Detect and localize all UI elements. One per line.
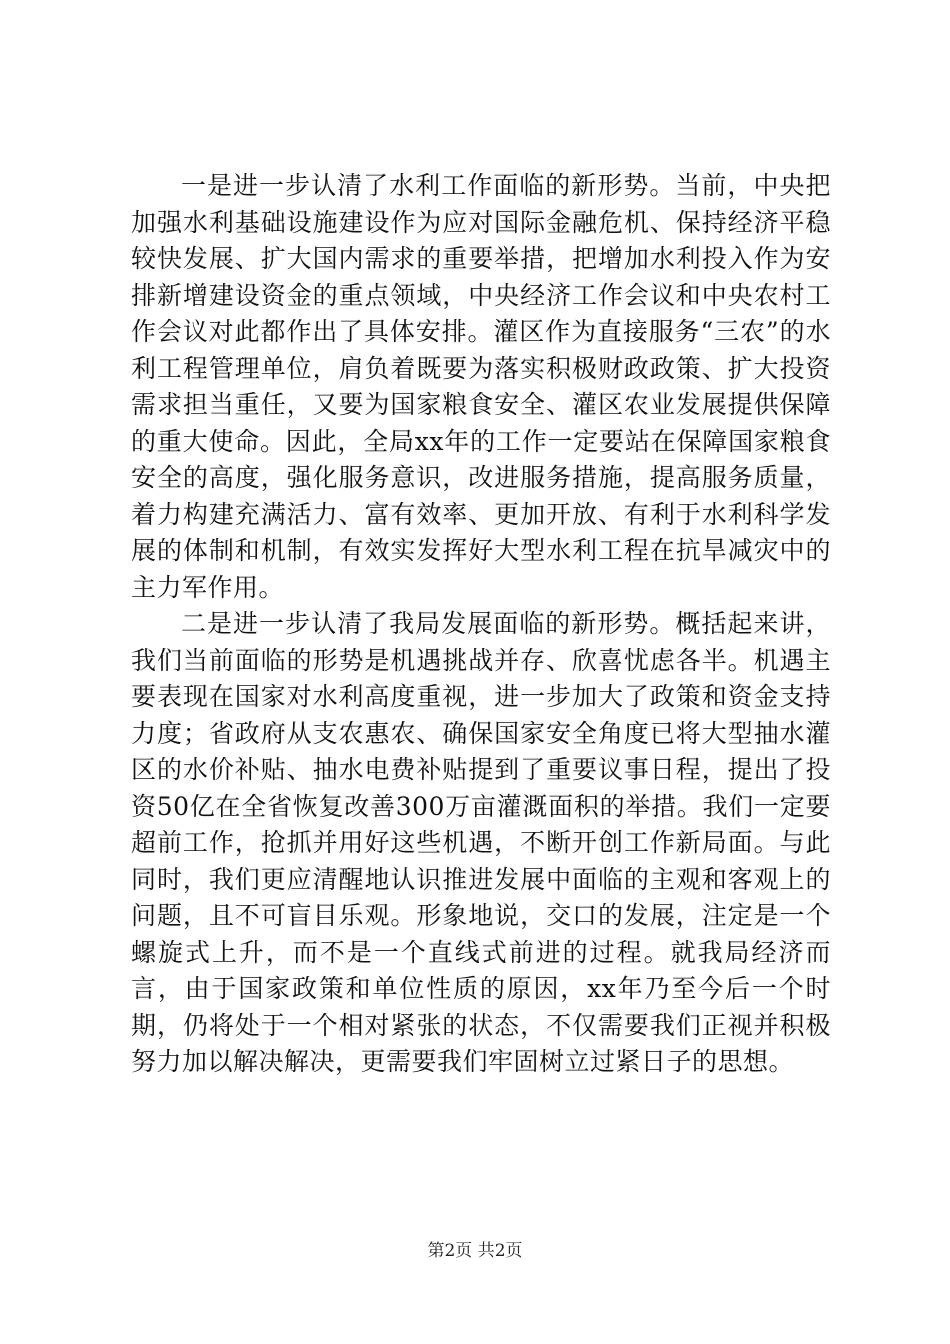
document-body (131, 168, 831, 1081)
paragraph-2: 二是进一步认清了我局发展面临的新形势。概括起来讲，我们当前面临的形势是机遇挑战并存、欣喜忧虑各半。机遇主要表现在国家对水利高度重视，进一步加大了政策和资金支持力度；省政府从支农惠农、确保国家安全角度已将大型抽水灌区的水价补贴、抽水电费补贴提到了重要议事日程，提出了投资50亿在全省恢复改善300万亩灌溉面积的举措。我们一定要超前工作，抢抓并用好这些机遇，不断开创工作新局面。与此同时，我们更应清醒地认识推进发展中面临的主观和客观上的问题，且不可盲目乐观。形象地说，交口的发展，注定是一个螺旋式上升，而不是一个直线式前进的过程。就我局经济而言，由于国家政策和单位性质的原因，xx年乃至今后一个时期，仍将处于一个相对紧张的状态，不仅需要我们正视并积极努力加以解决解决，更需要我们牢固树立过紧日子的思想。 (131, 609, 831, 1076)
page-footer: 第2页 共2页 (427, 1241, 523, 1261)
paragraph-1: 一是进一步认清了水利工作面临的新形势。当前，中央把加强水利基础设施建设作为应对国际金融危机、保持经济平稳较快发展、扩大国内需求的重要举措，把增加水利投入作为安排新增建设资金的重点领域，中央经济工作会议和中央农村工作会议对此都作出了具体安排。灌区作为直接服务“三农”的水利工程管理单位，肩负着既要为落实积极财政政策、扩大投资需求担当重任，又要为国家粮食安全、灌区农业发展提供保障的重大使命。因此，全局xx年的工作一定要站在保障国家粮食安全的高度，强化服务意识，改进服务措施，提高服务质量，着力构建充满活力、富有效率、更加开放、有利于水利科学发展的体制和机制，有效实发挥好大型水利工程在抗旱减灾中的主力军作用。 (131, 171, 831, 602)
